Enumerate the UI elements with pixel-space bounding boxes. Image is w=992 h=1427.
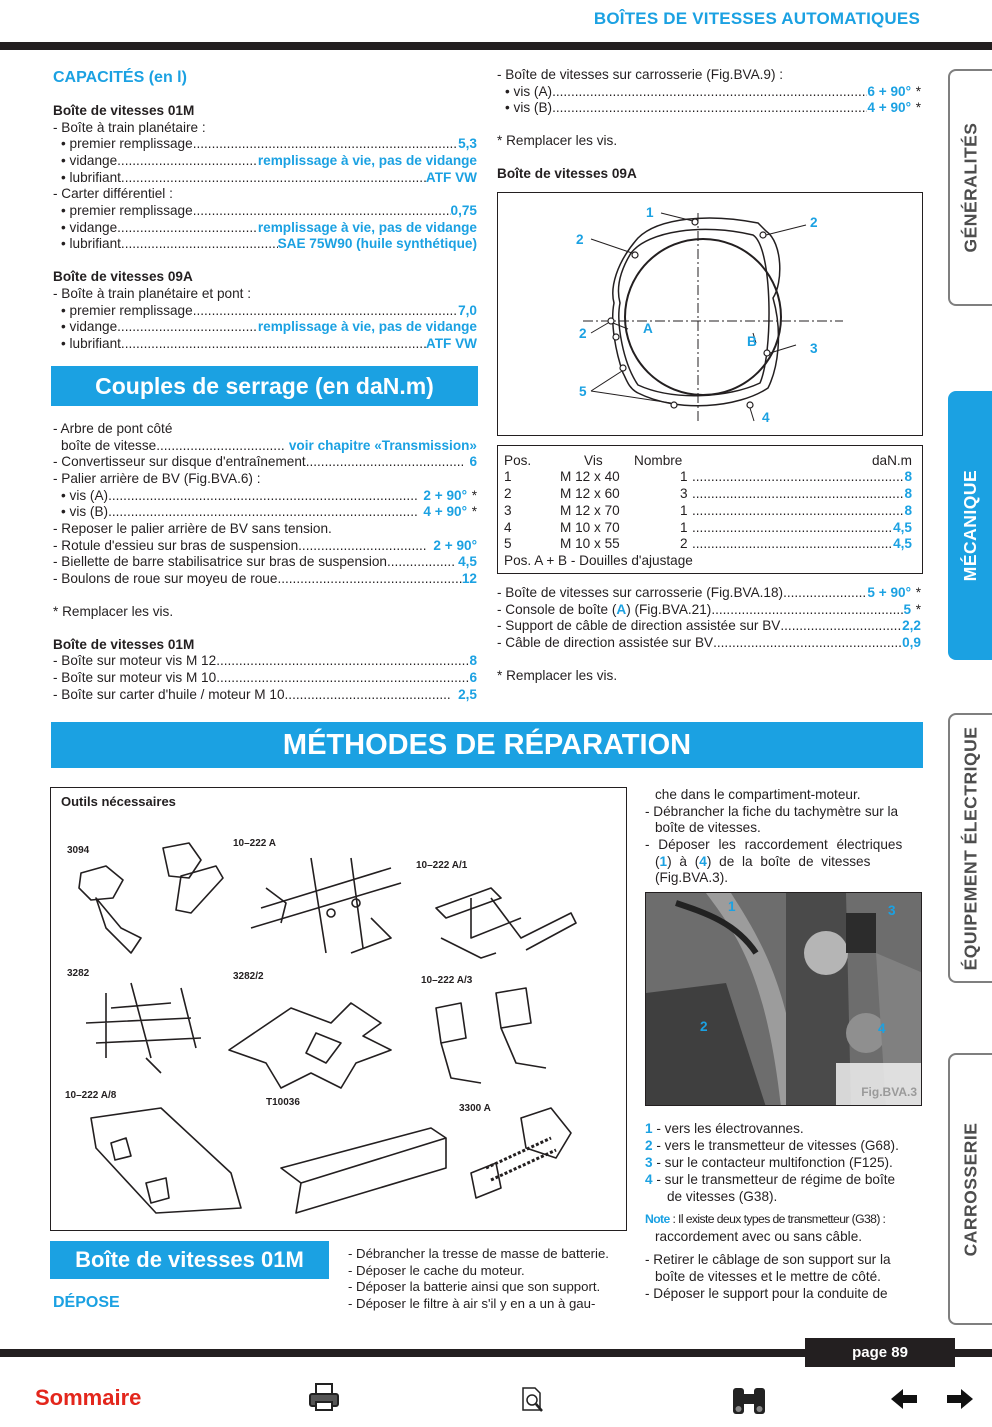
spec-line: - Biellette de barre stabilisatrice sur bras de suspension ..... 4,5 — [53, 555, 477, 572]
spec-line: • vidange ..... remplissage à vie, pas de vidange — [53, 319, 477, 336]
step-line: boîte de vitesses et le mettre de côté. — [655, 1269, 881, 1284]
tools-title: Outils nécessaires — [61, 794, 176, 809]
note-text: * Remplacer les vis. — [497, 667, 618, 683]
spec-line: - Câble de direction assistée sur BV ..... 0,9 — [497, 635, 921, 652]
couples-banner: Couples de serrage (en daN.m) — [51, 366, 478, 406]
fig-label: 5 — [579, 384, 587, 399]
photo-label: 1 — [728, 899, 736, 914]
note-line: Note : Il existe deux types de transmetteur (G38) : — [645, 1212, 886, 1226]
fig-label: 2 — [576, 232, 584, 247]
spec-line: • vis (A) ..... 2 + 90° * — [53, 488, 477, 505]
spec-line: boîte de vitesse ..... voir chapitre «Transmission» — [53, 438, 477, 455]
fig-label: 2 — [579, 326, 587, 341]
spec-line: - Boîte sur moteur vis M 12 ..... 8 — [53, 653, 477, 670]
text-line: boîte de vitesses. — [655, 820, 761, 836]
tab-equipement-electrique[interactable] — [948, 713, 992, 983]
tool-label: 3300 A — [459, 1103, 491, 1114]
tab-generalites[interactable] — [948, 69, 992, 306]
binoculars-icon[interactable] — [730, 1384, 768, 1416]
text-line: - Déposer les raccordement électriques — [645, 837, 903, 853]
gearbox-housing-drawing — [498, 193, 921, 434]
note-text: * Remplacer les vis. — [53, 603, 174, 619]
tool-label: 10–222 A/3 — [421, 975, 473, 986]
methodes-banner: MÉTHODES DE RÉPARATION — [51, 722, 923, 768]
fig-label: 1 — [646, 205, 654, 220]
couples-section — [53, 421, 477, 703]
engine-photo — [646, 893, 922, 1106]
fig-label: 3 — [810, 341, 818, 356]
leader-dots — [692, 536, 893, 553]
leader-dots — [692, 520, 893, 537]
photo-fig-bva3 — [645, 892, 922, 1106]
tab-mecanique-label: MÉCANIQUE — [960, 469, 981, 582]
text-line: - Débrancher la fiche du tachymètre sur la — [645, 803, 899, 819]
table-header: Nombre — [634, 453, 683, 468]
text-line: - Boîte à train planétaire et pont : — [53, 285, 251, 301]
step-line: - Déposer le support pour la conduite de — [645, 1286, 888, 1301]
spec-line: - Support de câble de direction assistée sur BV ..... 2,2 — [497, 618, 921, 635]
right-top-section — [497, 67, 921, 182]
table-cell-value: 8 — [904, 469, 912, 485]
table-cell-pos: 3 — [504, 502, 512, 518]
text-line: - Boîte de vitesses sur carrosserie (Fig.BVA.9) : — [497, 67, 784, 82]
tool-label: 10–222 A/1 — [416, 860, 468, 871]
bva09a-figure — [497, 192, 923, 436]
step-line: - Déposer le cache du moteur. — [348, 1262, 525, 1278]
fig-label: A — [643, 321, 653, 336]
spec-line: • vis (A) ..... 6 + 90° * — [497, 84, 921, 101]
table-cell-nombre: 1 — [680, 519, 688, 535]
text-line: - Palier arrière de BV (Fig.BVA.6) : — [53, 471, 261, 487]
right-lower-text — [645, 787, 922, 887]
print-icon[interactable] — [308, 1382, 340, 1412]
text-line: che dans le compartiment-moteur. — [655, 787, 861, 802]
text-line: - Carter différentiel : — [53, 186, 173, 202]
spec-line: • premier remplissage ..... 7,0 — [53, 303, 477, 320]
table-cell-nombre: 1 — [680, 502, 688, 518]
tool-label: 10–222 A/8 — [65, 1090, 117, 1101]
table-cell-pos: 5 — [504, 536, 512, 552]
spec-line: - Boulons de roue sur moyeu de roue ..... 12 — [53, 571, 477, 588]
step-line: - Retirer le câblage de son support sur la — [645, 1252, 891, 1267]
sommaire-link[interactable]: Sommaire — [35, 1385, 142, 1410]
table-footer: Pos. A + B - Douilles d'ajustage — [504, 552, 693, 568]
spec-line: - Boîte sur moteur vis M 10 ..... 6 — [53, 670, 477, 687]
table-cell-value: 4,5 — [893, 536, 912, 552]
text-line: - Reposer le palier arrière de BV sans tension. — [53, 521, 332, 537]
text-line: - Arbre de pont côté — [53, 421, 173, 436]
depose-title: DÉPOSE — [53, 1294, 120, 1311]
tab-mecanique[interactable] — [948, 391, 992, 660]
spec-line: - Rotule d'essieu sur bras de suspension ..... 2 + 90° — [53, 538, 477, 555]
table-cell-value: 8 — [904, 502, 912, 518]
spec-line: • vidange ..... remplissage à vie, pas de vidange — [53, 153, 477, 170]
legend-item: 3 - sur le contacteur multifonction (F125). — [645, 1155, 893, 1170]
bv09a-title: Boîte de vitesses 09A — [497, 165, 637, 181]
tool-label: 3094 — [67, 845, 90, 856]
fig-label: 2 — [810, 215, 818, 230]
tools-drawing — [51, 788, 625, 1229]
footer-rule — [0, 1349, 810, 1357]
photo-caption: Fig.BVA.3 — [861, 1085, 917, 1099]
table-header: Vis — [584, 453, 603, 468]
spec-line: - Boîte de vitesses sur carrosserie (Fig.BVA.18) ..... 5 + 90° * — [497, 585, 921, 602]
photo-label: 4 — [878, 1021, 886, 1036]
table-row — [504, 536, 912, 553]
table-cell-nombre: 2 — [680, 536, 688, 552]
tab-generalites-label: GÉNÉRALITÉS — [960, 122, 981, 253]
table-cell-value: 4,5 — [893, 519, 912, 535]
table-cell-vis: M 12 x 40 — [560, 469, 620, 485]
legend-item: 4 - sur le transmetteur de régime de boîte — [645, 1172, 896, 1187]
text-line: (1) à (4) de la boîte de vitesses — [655, 853, 871, 869]
tab-carrosserie-label: CARROSSERIE — [960, 1122, 981, 1256]
fig-label: 4 — [762, 410, 770, 425]
table-cell-vis: M 12 x 70 — [560, 502, 620, 518]
note-text: * Remplacer les vis. — [497, 133, 618, 149]
arrow-right-icon[interactable] — [945, 1387, 975, 1411]
page-number: page 89 — [805, 1338, 955, 1367]
table-cell-pos: 4 — [504, 519, 512, 535]
bv01m-title: Boîte de vitesses 01M — [53, 636, 195, 652]
table-cell-vis: M 10 x 55 — [560, 536, 620, 552]
spec-line: • premier remplissage ..... 5,3 — [53, 136, 477, 153]
text-line: (Fig.BVA.3). — [655, 870, 729, 886]
table-cell-pos: 2 — [504, 486, 512, 502]
zoom-page-icon[interactable] — [520, 1386, 546, 1414]
legend-item: de vitesses (G38). — [667, 1189, 778, 1204]
spec-line: - Console de boîte ( A ) (Fig.BVA.21) ..... 5 * — [497, 602, 921, 619]
spec-line: • lubrifiant ..... ATF VW — [53, 336, 477, 353]
table-body — [504, 470, 912, 553]
step-line: - Débrancher la tresse de masse de batterie. — [348, 1246, 609, 1261]
table-cell-pos: 1 — [504, 469, 512, 485]
spec-line: - Convertisseur sur disque d'entraînement ..... 6 — [53, 454, 477, 471]
spec-line: • lubrifiant ..... ATF VW — [53, 170, 477, 187]
capacites-title: CAPACITÉS (en l) — [53, 69, 187, 86]
photo-label: 3 — [888, 903, 896, 918]
table-row — [504, 470, 912, 487]
table-header: daN.m — [871, 453, 912, 468]
footer-rule-end — [940, 1349, 992, 1357]
header-rule — [0, 42, 992, 50]
tools-figure — [50, 787, 627, 1231]
spec-line: • vis (B) ..... 4 + 90° * — [53, 504, 477, 521]
legend-item: 2 - vers le transmetteur de vitesses (G68). — [645, 1138, 899, 1153]
leader-dots — [692, 486, 904, 503]
table-cell-nombre: 1 — [680, 469, 688, 485]
tool-label: T10036 — [266, 1097, 300, 1108]
leader-dots — [692, 470, 904, 487]
table-row — [504, 486, 912, 503]
table-row — [504, 503, 912, 520]
tool-label: 10–222 A — [233, 838, 276, 849]
table-cell-vis: M 10 x 70 — [560, 519, 620, 535]
bv01m-banner: Boîte de vitesses 01M — [50, 1241, 329, 1279]
torque-table — [497, 445, 923, 574]
tab-carrosserie[interactable] — [948, 1053, 992, 1325]
table-cell-nombre: 3 — [680, 486, 688, 502]
tool-label: 3282 — [67, 968, 90, 979]
capacites-section — [53, 69, 477, 353]
arrow-left-icon[interactable] — [889, 1387, 919, 1411]
tab-equipement-label: ÉQUIPEMENT ÉLECTRIQUE — [960, 726, 981, 970]
leader-dots — [692, 503, 904, 520]
table-header-row — [504, 453, 912, 470]
fig-label: B — [747, 334, 757, 349]
step-line: - Déposer la batterie ainsi que son support. — [348, 1279, 601, 1295]
step-line: - Déposer le filtre à air s'il y en a un à gau- — [348, 1296, 596, 1312]
spec-line: - Boîte sur carter d'huile / moteur M 10 ..... 2,5 — [53, 687, 477, 704]
photo-label: 2 — [700, 1019, 708, 1034]
spec-line: • lubrifiant ..... SAE 75W90 (huile synthétique) — [53, 237, 477, 254]
depose-steps — [348, 1246, 628, 1313]
note-line: raccordement avec ou sans câble. — [655, 1229, 863, 1244]
spec-line: • premier remplissage ..... 0,75 — [53, 203, 477, 220]
page-header-title: BOÎTES DE VITESSES AUTOMATIQUES — [593, 9, 920, 28]
table-row — [504, 520, 912, 537]
legend-item: 1 - vers les électrovannes. — [645, 1121, 804, 1136]
text-line: - Boîte à train planétaire : — [53, 119, 206, 135]
tool-label: 3282/2 — [233, 971, 264, 982]
photo-legend — [645, 1120, 923, 1302]
table-header: Pos. — [504, 453, 532, 468]
spec-line: • vis (B) ..... 4 + 90° * — [497, 100, 921, 117]
bv01m-title: Boîte de vitesses 01M — [53, 103, 195, 118]
right-mid-section — [497, 585, 921, 684]
table-cell-value: 8 — [904, 486, 912, 502]
table-cell-vis: M 12 x 60 — [560, 486, 620, 502]
bv09a-title: Boîte de vitesses 09A — [53, 269, 193, 285]
spec-line: • vidange ..... remplissage à vie, pas de vidange — [53, 220, 477, 237]
